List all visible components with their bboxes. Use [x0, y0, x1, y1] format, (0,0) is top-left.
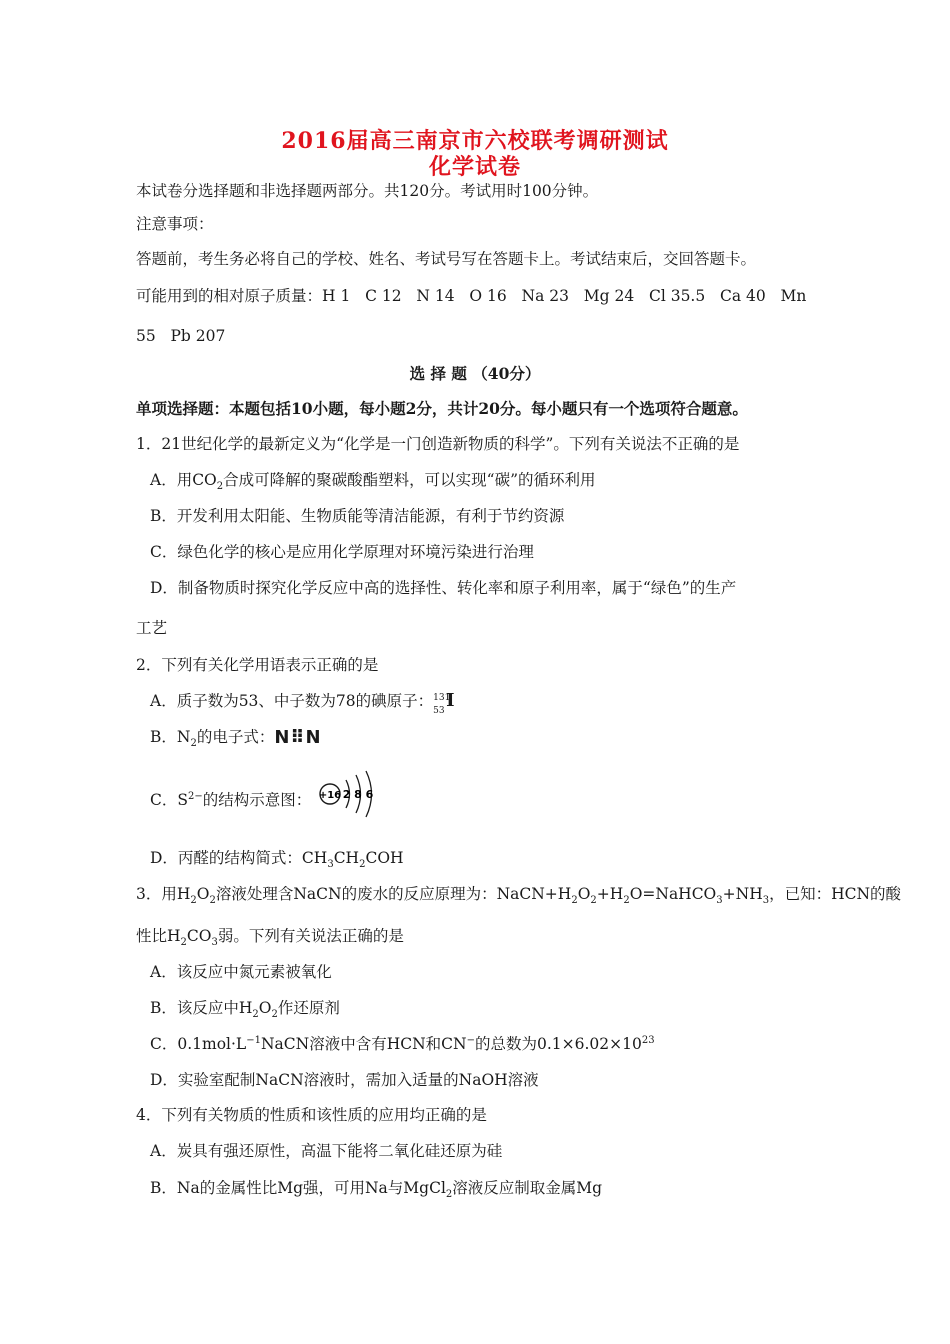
stem-text: +H — [596, 885, 624, 903]
subscript: 2 — [216, 481, 224, 493]
sulfide-ion-structure-diagram — [316, 768, 382, 820]
section-title: 选 择 题 （40分） — [409, 364, 541, 383]
exam-subtitle: 化学试卷 — [428, 154, 521, 180]
superscript: 2− — [187, 790, 203, 802]
stem-text: CO — [186, 927, 212, 945]
question-4-stem: 4．下列有关物质的性质和该性质的应用均正确的是 — [136, 1106, 487, 1124]
stem-text: 性比H — [136, 927, 181, 945]
subscript: 2 — [590, 895, 597, 907]
question-1-stem: 1．21世纪化学的最新定义为“化学是一门创造新物质的科学”。下列有关说法不正确的是 — [136, 435, 740, 453]
atomic-masses-cont: 55 Pb 207 — [136, 327, 226, 345]
subscript: 2 — [190, 895, 197, 907]
question-1-option-b: B．开发利用太阳能、生物质能等清洁能源，有利于节约资源 — [150, 507, 565, 525]
subscript: 2 — [271, 1009, 278, 1021]
question-2-option-c — [150, 782, 382, 814]
exam-title: 2016届高三南京市六校联考调研测试 — [281, 128, 669, 154]
option-text: A．用CO — [150, 471, 217, 489]
subscript: 2 — [359, 859, 366, 871]
option-text: 的总数为0.1×6.02×10 — [474, 1035, 642, 1053]
subscript: 2 — [190, 738, 197, 750]
atomic-masses: 可能用到的相对原子质量：H 1 C 12 N 14 O 16 Na 23 Mg 24 Cl 35.5 Ca 40 Mn — [136, 287, 807, 305]
stem-text: +NH — [722, 885, 763, 903]
option-text: 的结构示意图： — [202, 791, 312, 809]
notice-label: 注意事项： — [136, 215, 214, 233]
iodine-nuclide-symbol — [433, 690, 459, 716]
atomic-number: 53 — [433, 706, 445, 716]
option-text: B．N — [150, 728, 191, 746]
question-3-option-d: D．实验室配制NaCN溶液时，需加入适量的NaOH溶液 — [150, 1071, 539, 1089]
element-symbol: I — [446, 690, 455, 711]
stem-text: O — [577, 885, 591, 903]
stem-text: 溶液处理含NaCN的废水的反应原理为：NaCN+H — [215, 885, 572, 903]
option-text: B．该反应中H — [150, 999, 253, 1017]
stem-text: ，已知：HCN的酸 — [769, 885, 902, 903]
option-text: 合成可降解的聚碳酸酯塑料，可以实现“碳”的循环利用 — [223, 471, 596, 489]
question-3-option-a: A．该反应中氮元素被氧化 — [150, 963, 332, 981]
subscript: 2 — [180, 937, 187, 949]
superscript: − — [466, 1034, 475, 1046]
superscript: 23 — [641, 1034, 655, 1046]
question-2-stem: 2．下列有关化学用语表示正确的是 — [136, 656, 379, 674]
question-3-option-c — [150, 1034, 655, 1054]
subscript: 2 — [571, 895, 578, 907]
question-3-stem — [136, 884, 902, 907]
option-text: C．0.1mol·L — [150, 1035, 247, 1053]
option-text: 作还原剂 — [277, 999, 340, 1017]
question-1-option-d: D．制备物质时探究化学反应中高的选择性、转化率和原子利用率，属于“绿色”的生产 — [150, 579, 737, 597]
question-2-option-d — [150, 848, 404, 871]
subscript: 2 — [252, 1009, 259, 1021]
subscript: 3 — [327, 859, 334, 871]
stem-text: O — [196, 885, 210, 903]
subscript: 2 — [209, 895, 216, 907]
option-text: 的电子式： — [196, 728, 275, 746]
notice-text: 答题前，考生务必将自己的学校、姓名、考试号写在答题卡上。考试结束后，交回答题卡。 — [136, 250, 757, 268]
option-text: COH — [365, 849, 404, 867]
stem-text: 3．用H — [136, 885, 191, 903]
question-4-option-a: A．炭具有强还原性，高温下能将二氧化硅还原为硅 — [150, 1142, 503, 1160]
question-1-option-d-cont: 工艺 — [136, 619, 168, 637]
subscript: 3 — [716, 895, 723, 907]
stem-text: O=NaHCO — [629, 885, 717, 903]
question-3-stem-cont — [136, 926, 404, 949]
stem-text: 弱。下列有关说法正确的是 — [217, 927, 404, 945]
question-2-option-a — [150, 690, 459, 716]
section-instruction: 单项选择题：本题包括10小题，每小题2分，共计20分。每小题只有一个选项符合题意。 — [136, 399, 748, 418]
electron-shells: 2 8 6 — [342, 788, 374, 801]
question-4-option-b — [150, 1178, 603, 1201]
subscript: 2 — [623, 895, 630, 907]
question-3-option-b — [150, 998, 340, 1021]
subscript: 3 — [762, 895, 770, 907]
option-text: O — [258, 999, 272, 1017]
intro-text: 本试卷分选择题和非选择题两部分。共120分。考试用时100分钟。 — [136, 182, 599, 200]
subscript: 3 — [211, 937, 218, 949]
question-1-option-c: C．绿色化学的核心是应用化学原理对环境污染进行治理 — [150, 543, 534, 561]
nucleus-charge: +16 — [319, 790, 342, 801]
option-text: D．丙醛的结构简式：CH — [150, 849, 328, 867]
superscript: −1 — [246, 1034, 261, 1046]
question-1-option-a — [150, 470, 596, 493]
option-text: B．Na的金属性比Mg强，可用Na与MgCl — [150, 1179, 446, 1197]
option-text: CH — [333, 849, 360, 867]
option-text: C．S — [150, 791, 188, 809]
option-text: 溶液反应制取金属Mg — [452, 1179, 603, 1197]
question-2-option-b — [150, 727, 322, 748]
mass-number: 131 — [433, 693, 451, 703]
subscript: 2 — [445, 1189, 453, 1201]
option-text: NaCN溶液中含有HCN和CN — [260, 1035, 467, 1053]
electron-formula: N⠿N — [274, 727, 322, 748]
option-text: A．质子数为53、中子数为78的碘原子： — [150, 692, 434, 710]
